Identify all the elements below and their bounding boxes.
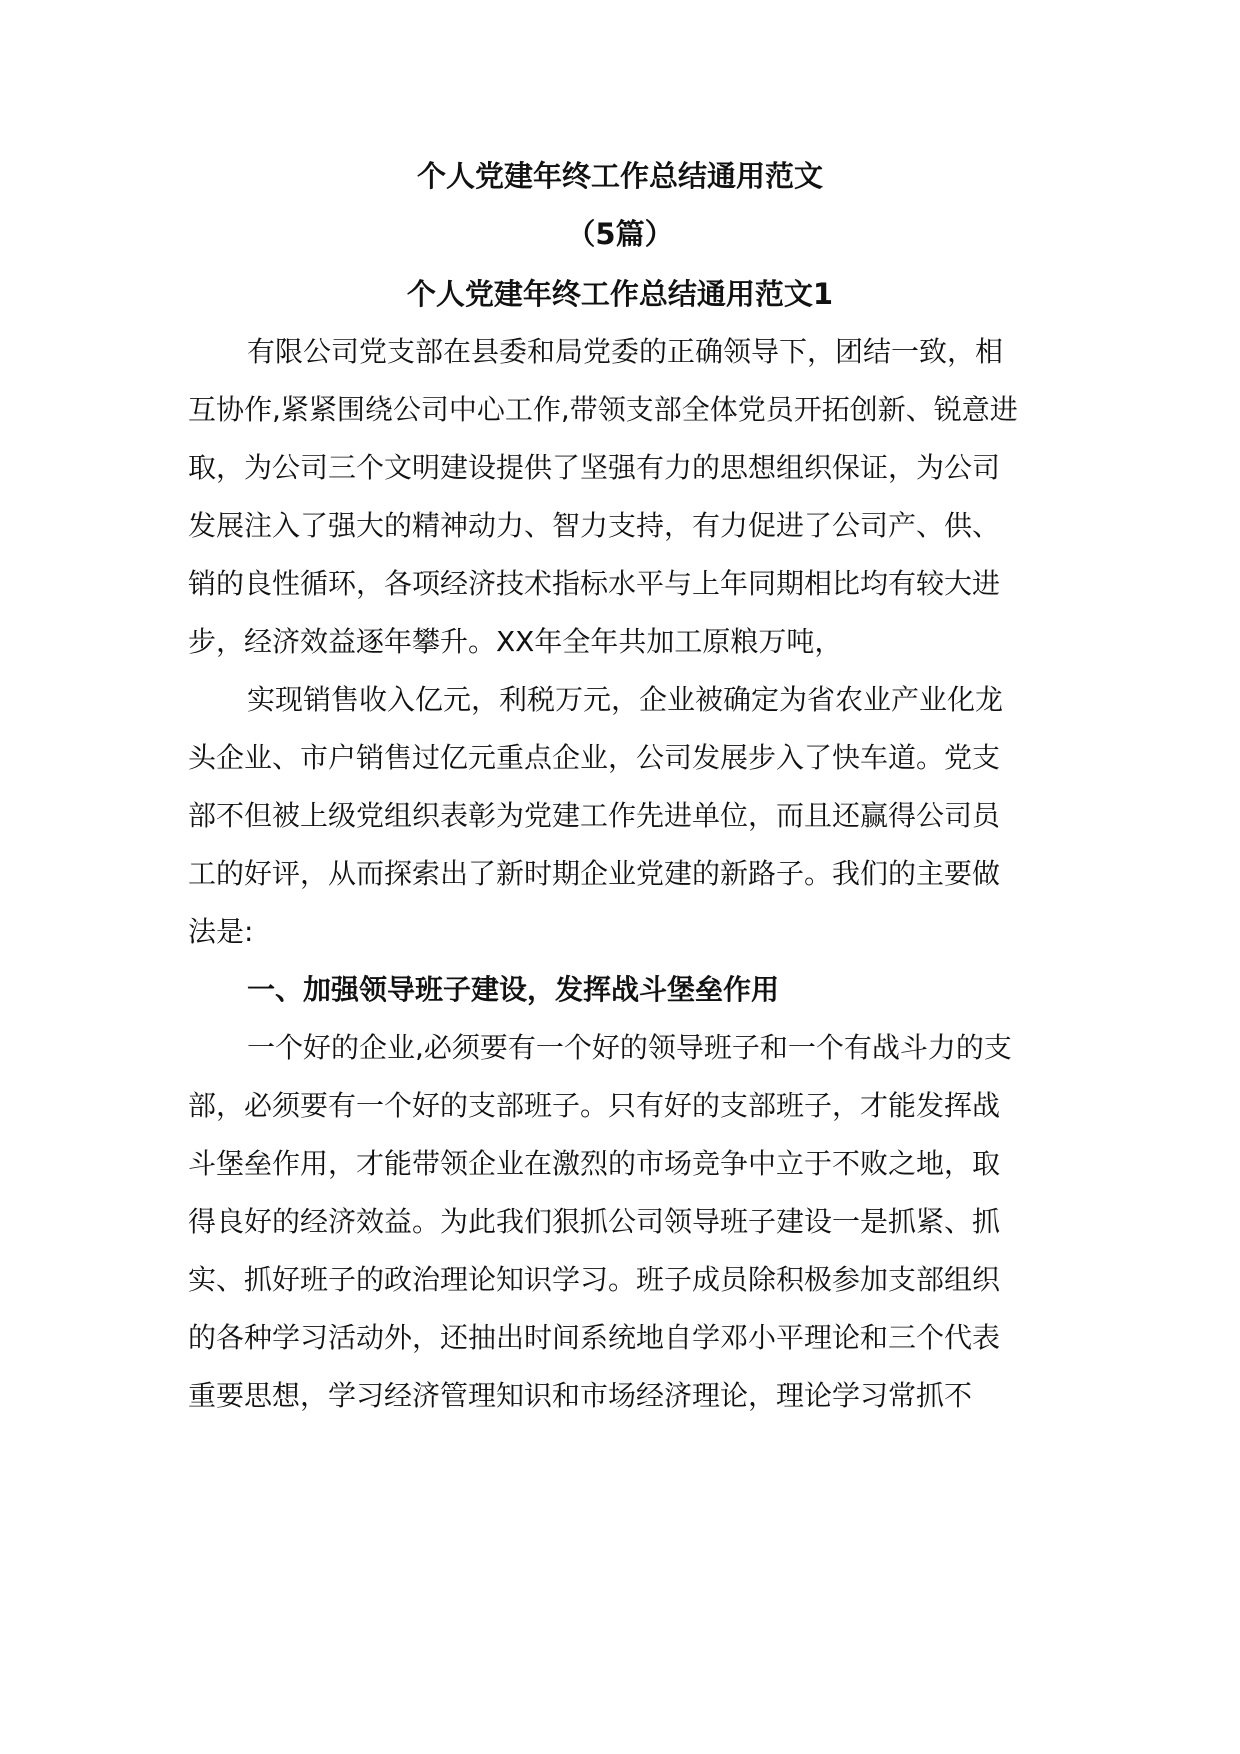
body-text-line: 有限公司党支部在县委和局党委的正确领导下，团结一致，相: [247, 335, 1004, 368]
section-title: 个人党建年终工作总结通用范文1: [406, 277, 834, 311]
body-text-line: 重要思想，学习经济管理知识和市场经济理论，理论学习常抓不: [188, 1379, 973, 1412]
body-text-line: 销的良性循环，各项经济技术指标水平与上年同期相比均有较大进: [188, 567, 1001, 600]
body-text-line: 步，经济效益逐年攀升。XX年全年共加工原粮万吨，: [188, 625, 843, 658]
body-text-line: 部不但被上级党组织表彰为党建工作先进单位，而且还赢得公司员: [188, 799, 1001, 832]
body-text-line: 法是:: [188, 915, 254, 948]
body-text-line: 的各种学习活动外，还抽出时间系统地自学邓小平理论和三个代表: [188, 1321, 1001, 1354]
body-text-line: 实、抓好班子的政治理论知识学习。班子成员除积极参加支部组织: [188, 1263, 1001, 1296]
body-text-line: 实现销售收入亿元，利税万元，企业被确定为省农业产业化龙: [247, 683, 1004, 716]
body-text-line: 得良好的经济效益。为此我们狠抓公司领导班子建设一是抓紧、抓: [188, 1205, 1001, 1238]
body-text-line: 部，必须要有一个好的支部班子。只有好的支部班子，才能发挥战: [188, 1089, 1001, 1122]
body-text-line: 工的好评，从而探索出了新时期企业党建的新路子。我们的主要做: [188, 857, 1001, 890]
body-text-line: 互协作,紧紧围绕公司中心工作,带领支部全体党员开拓创新、锐意进: [188, 393, 1018, 426]
body-text-line: 头企业、市户销售过亿元重点企业，公司发展步入了快车道。党支: [188, 741, 1001, 774]
section-heading: 一、加强领导班子建设，发挥战斗堡垒作用: [247, 973, 780, 1006]
document-subtitle: （5篇）: [566, 217, 674, 251]
body-text-line: 发展注入了强大的精神动力、智力支持，有力促进了公司产、供、: [188, 509, 1001, 542]
body-text-line: 一个好的企业,必须要有一个好的领导班子和一个有战斗力的支: [247, 1031, 1012, 1064]
document-title: 个人党建年终工作总结通用范文: [416, 159, 823, 193]
body-text-line: 取，为公司三个文明建设提供了坚强有力的思想组织保证，为公司: [188, 451, 1001, 484]
body-text-line: 斗堡垒作用，才能带领企业在激烈的市场竞争中立于不败之地，取: [188, 1147, 1001, 1180]
